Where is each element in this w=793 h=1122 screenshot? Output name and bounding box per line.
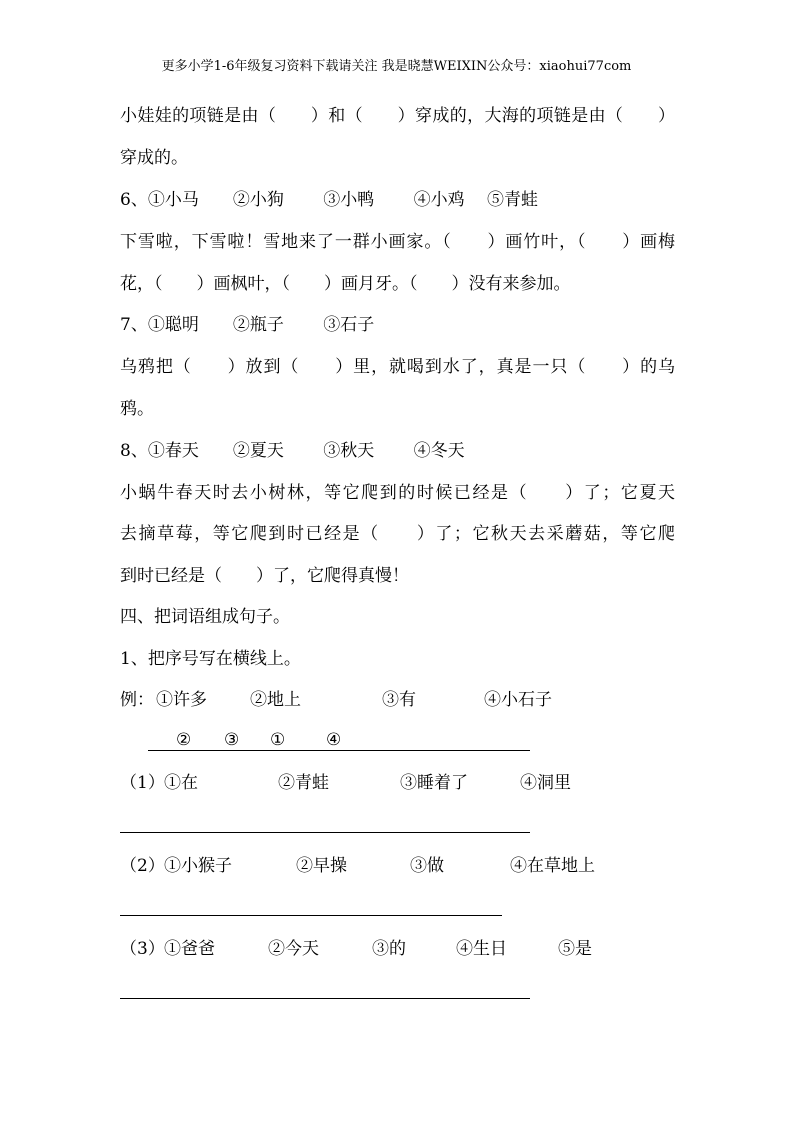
text-line: 到时已经是（ ）了，它爬得真慢！ xyxy=(120,566,409,586)
question-number: （3） xyxy=(120,939,165,959)
text-line: 穿成的。 xyxy=(120,148,188,168)
example-label: 例： xyxy=(120,690,154,710)
question-number: （2） xyxy=(120,856,165,876)
example-answer: ③ xyxy=(224,730,240,750)
example-word: ①许多 xyxy=(156,690,207,710)
question-word: ①在 xyxy=(164,773,198,793)
question-word: ⑤是 xyxy=(558,939,592,959)
text-line: 去摘草莓，等它爬到时已经是（ ）了；它秋天去采蘑菇，等它爬 xyxy=(120,524,675,544)
question-word: ②青蛙 xyxy=(278,773,329,793)
question-word: ①小猴子 xyxy=(164,856,232,876)
question-7-options: 7、①聪明 ②瓶子 ③石子 xyxy=(120,315,375,335)
text-line: 花，（ ）画枫叶，（ ）画月牙。（ ）没有来参加。 xyxy=(120,274,571,294)
question-word: ②早操 xyxy=(296,856,347,876)
example-answer-line xyxy=(148,750,530,751)
example-answer: ② xyxy=(176,730,192,750)
instruction: 1、把序号写在横线上。 xyxy=(120,649,301,669)
example-word: ③有 xyxy=(382,690,416,710)
question-word: ④洞里 xyxy=(520,773,571,793)
text-line: 乌鸦把（ ）放到（ ）里，就喝到水了，真是一只（ ）的乌 xyxy=(120,357,675,377)
answer-line[interactable] xyxy=(120,832,530,833)
question-word: ④生日 xyxy=(456,939,507,959)
text-line: 鸦。 xyxy=(120,399,154,419)
example-word: ④小石子 xyxy=(484,690,552,710)
text-line: 小娃娃的项链是由（ ）和（ ）穿成的，大海的项链是由（ ） xyxy=(120,106,675,126)
question-6-options: 6、①小马 ②小狗 ③小鸭 ④小鸡 ⑤青蛙 xyxy=(120,190,539,210)
question-word: ③做 xyxy=(410,856,444,876)
page-header: 更多小学1-6年级复习资料下载请关注 我是晓慧WEIXIN公众号：xiaohui77com xyxy=(161,59,632,74)
example-answer: ① xyxy=(270,730,286,750)
text-line: 小蜗牛春天时去小树林，等它爬到的时候已经是（ ）了；它夏天 xyxy=(120,483,675,503)
question-word: ③的 xyxy=(372,939,406,959)
section-heading: 四、把词语组成句子。 xyxy=(120,607,290,627)
example-word: ②地上 xyxy=(250,690,301,710)
question-word: ④在草地上 xyxy=(510,856,595,876)
example-answer: ④ xyxy=(326,730,342,750)
question-number: （1） xyxy=(120,773,165,793)
question-8-options: 8、①春天 ②夏天 ③秋天 ④冬天 xyxy=(120,441,465,461)
answer-line[interactable] xyxy=(120,998,530,999)
question-word: ③睡着了 xyxy=(400,773,468,793)
answer-line[interactable] xyxy=(120,915,502,916)
question-word: ②今天 xyxy=(268,939,319,959)
question-word: ①爸爸 xyxy=(164,939,215,959)
text-line: 下雪啦，下雪啦！雪地来了一群小画家。（ ）画竹叶，（ ）画梅 xyxy=(120,232,675,252)
